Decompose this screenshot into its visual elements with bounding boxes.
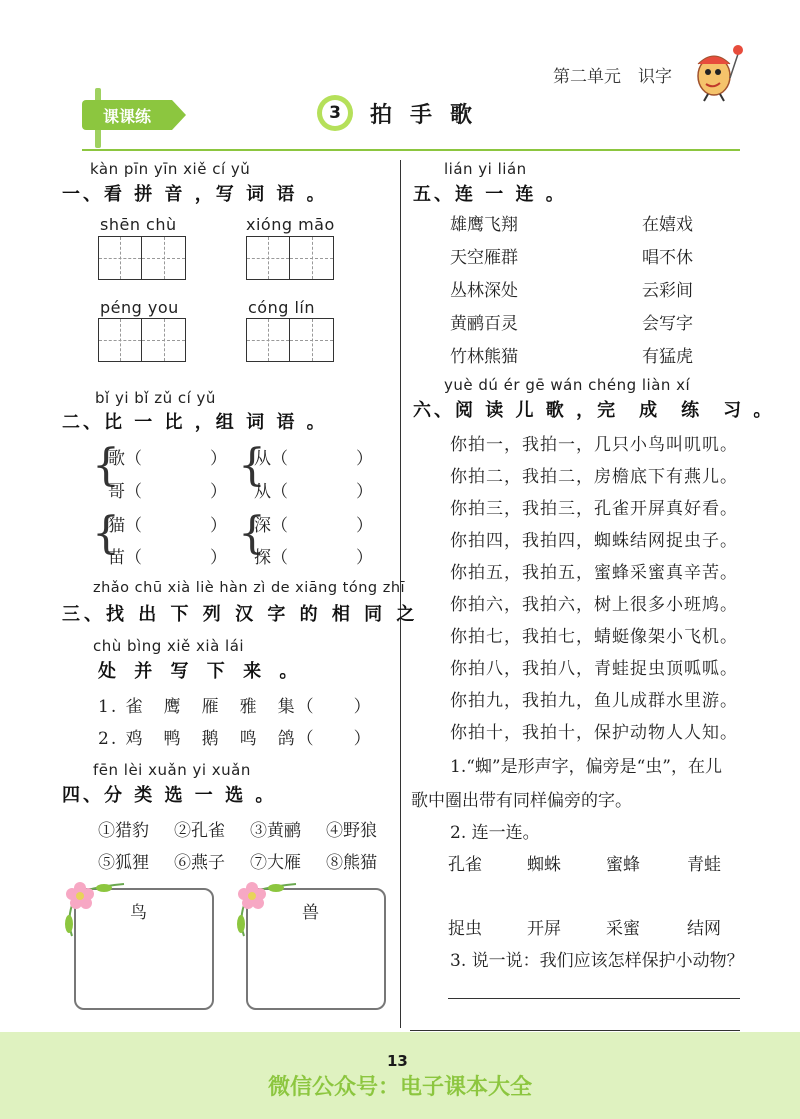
compare-item: 歌（ ） <box>108 449 227 469</box>
mascot-icon <box>694 40 744 102</box>
compare-item: 从（ ） <box>254 449 373 469</box>
radical-row: 2. 鸡 鸭 鹅 鸣 鸽（ ） <box>98 729 373 749</box>
compare-item: 从（ ） <box>254 482 373 502</box>
compare-item: 猫（ ） <box>108 516 227 536</box>
question-1: 1.“蜘”是形声字，偏旁是“虫”，在儿 <box>450 757 722 777</box>
sec3-pinyin-2: chù bìng xiě xià lái <box>93 637 245 655</box>
pinyin-item: cóng lín <box>248 298 315 317</box>
brace: { <box>238 440 266 491</box>
connect-top-word: 孔雀 <box>448 855 482 875</box>
sec6-title: 六、阅 读 儿 歌 ，完 成 练 习 。 <box>413 400 775 421</box>
brace: { <box>238 508 266 559</box>
compare-item: 苗（ ） <box>108 548 227 568</box>
option-item: ④野狼 <box>326 821 377 841</box>
sec5-pinyin: lián yi lián <box>444 160 527 178</box>
match-left: 黄鹂百灵 <box>450 314 518 334</box>
option-item: ①猎豹 <box>98 821 149 841</box>
sec4-pinyin: fēn lèi xuǎn yi xuǎn <box>93 761 251 779</box>
match-right: 云彩间 <box>642 281 693 301</box>
connect-bottom-word: 采蜜 <box>606 919 640 939</box>
sec3-title-1: 三、找 出 下 列 汉 字 的 相 同 之 <box>62 604 419 625</box>
compare-item: 探（ ） <box>254 548 373 568</box>
page-number: 13 <box>387 1052 408 1070</box>
poem-line: 你拍三，我拍三，孔雀开屏真好看。 <box>450 499 738 519</box>
writing-grid[interactable] <box>246 318 334 362</box>
brace: { <box>92 440 120 491</box>
bird-box-label: 鸟 <box>130 903 147 923</box>
beast-box-label: 兽 <box>302 903 319 923</box>
lesson-badge: 课课练 <box>82 100 172 130</box>
lesson-number: 3 <box>322 100 348 126</box>
match-left: 丛林深处 <box>450 281 518 301</box>
sec4-title: 四、分 类 选 一 选 。 <box>62 785 277 806</box>
sec5-title: 五、连 一 连 。 <box>413 184 567 205</box>
pinyin-item: shēn chù <box>100 215 177 234</box>
option-item: ⑥燕子 <box>174 853 225 873</box>
option-item: ②孔雀 <box>174 821 225 841</box>
unit-label: 第二单元 识字 <box>553 67 672 87</box>
compare-item: 哥（ ） <box>108 482 227 502</box>
brace: { <box>92 508 120 559</box>
match-right: 有猛虎 <box>642 347 693 367</box>
poem-line: 你拍一，我拍一，几只小鸟叫叽叽。 <box>450 435 738 455</box>
poem-line: 你拍二，我拍二，房檐底下有燕儿。 <box>450 467 738 487</box>
connect-bottom-word: 捉虫 <box>448 919 482 939</box>
sec2-pinyin: bǐ yi bǐ zǔ cí yǔ <box>95 389 216 407</box>
poem-line: 你拍七，我拍七，蜻蜓像架小飞机。 <box>450 627 738 647</box>
option-item: ⑤狐狸 <box>98 853 149 873</box>
connect-bottom-word: 开屏 <box>527 919 561 939</box>
option-item: ⑧熊猫 <box>326 853 377 873</box>
connect-top-word: 青蛙 <box>687 855 721 875</box>
writing-grid[interactable] <box>98 236 186 280</box>
footer-text: 微信公众号：电子课本大全 <box>267 1075 532 1100</box>
sec3-title-2: 处 并 写 下 来 。 <box>98 661 304 682</box>
option-item: ⑦大雁 <box>250 853 301 873</box>
poem-line: 你拍四，我拍四，蜘蛛结网捉虫子。 <box>450 531 738 551</box>
option-item: ③黄鹂 <box>250 821 301 841</box>
match-right: 在嬉戏 <box>642 215 693 235</box>
lesson-number-circle <box>317 95 353 131</box>
sec6-pinyin: yuè dú ér gē wán chéng liàn xí <box>444 376 691 394</box>
pinyin-item: péng you <box>100 298 179 317</box>
writing-grid[interactable] <box>246 236 334 280</box>
match-right: 会写字 <box>642 314 693 334</box>
header-divider <box>82 149 740 151</box>
connect-top-word: 蜘蛛 <box>527 855 561 875</box>
match-right: 唱不休 <box>642 248 693 268</box>
sec1-pinyin: kàn pīn yīn xiě cí yǔ <box>90 160 251 178</box>
answer-line[interactable] <box>448 998 740 999</box>
sec1-title: 一、看 拼 音 ，写 词 语 。 <box>62 184 328 205</box>
poem-line: 你拍十，我拍十，保护动物人人知。 <box>450 723 738 743</box>
flower-icon <box>60 878 130 938</box>
match-left: 天空雁群 <box>450 248 518 268</box>
connect-bottom-word: 结网 <box>687 919 721 939</box>
compare-item: 深（ ） <box>254 516 373 536</box>
radical-row: 1. 雀 鹰 雁 雅 集（ ） <box>98 697 373 717</box>
lesson-title: 拍手歌 <box>370 103 491 128</box>
match-left: 竹林熊猫 <box>450 347 518 367</box>
poem-line: 你拍九，我拍九，鱼儿成群水里游。 <box>450 691 738 711</box>
sec3-pinyin-1: zhǎo chū xià liè hàn zì de xiāng tóng zhī <box>93 580 406 596</box>
poem-line: 你拍五，我拍五，蜜蜂采蜜真辛苦。 <box>450 563 738 583</box>
question-2: 2. 连一连。 <box>450 823 540 843</box>
writing-grid[interactable] <box>98 318 186 362</box>
bottom-rule <box>410 1030 740 1031</box>
match-left: 雄鹰飞翔 <box>450 215 518 235</box>
question-1-cont: 歌中圈出带有同样偏旁的字。 <box>411 791 632 811</box>
poem-line: 你拍八，我拍八，青蛙捉虫顶呱呱。 <box>450 659 738 679</box>
connect-top-word: 蜜蜂 <box>606 855 640 875</box>
question-3: 3. 说一说：我们应该怎样保护小动物？ <box>450 951 744 971</box>
poem-line: 你拍六，我拍六，树上很多小班鸠。 <box>450 595 738 615</box>
badge-arrow <box>172 100 186 130</box>
sec2-title: 二、比 一 比 ，组 词 语 。 <box>62 412 328 433</box>
flower-icon <box>232 878 302 938</box>
pinyin-item: xióng māo <box>246 215 335 234</box>
